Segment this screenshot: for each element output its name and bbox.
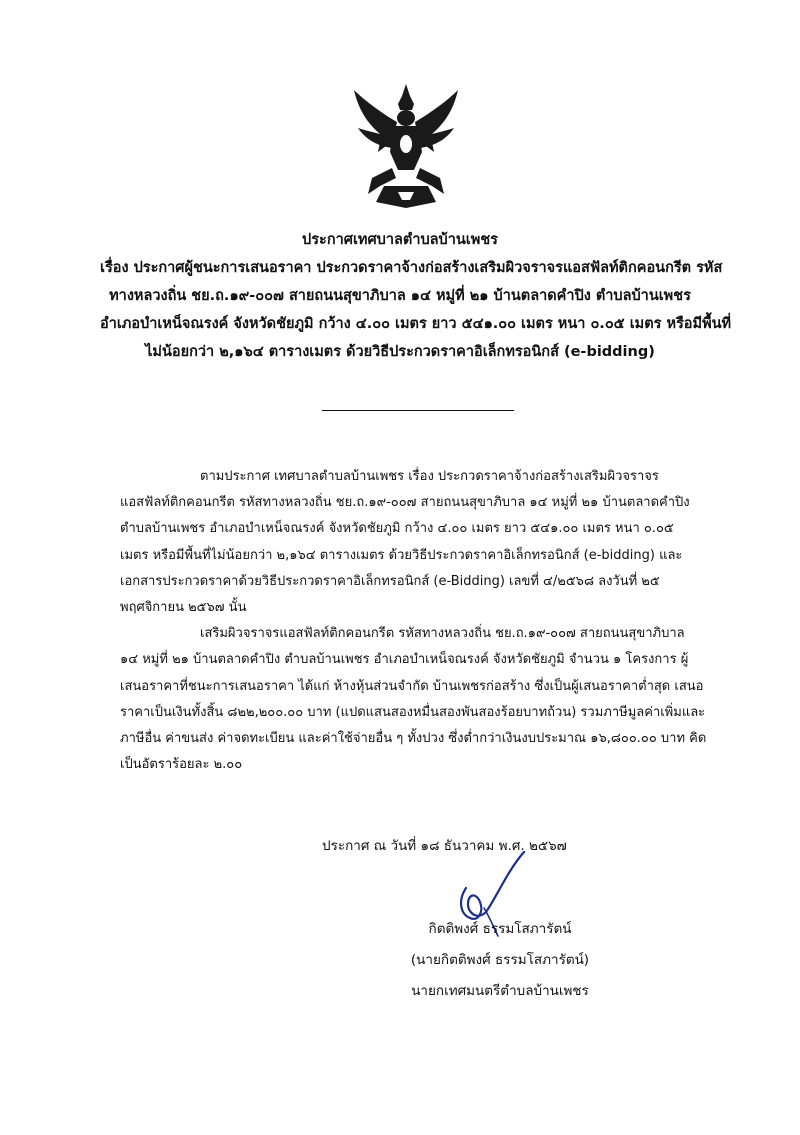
signatory-position: นายกเทศมนตรีตำบลบ้านเพชร xyxy=(411,983,589,999)
subject-line: อำเภอบำเหน็จณรงค์ จังหวัดชัยภูมิ กว้าง ๔.๐๐ เมตร ยาว ๕๔๑.๐๐ เมตร หนา ๐.๐๕ เมตร หรือมีพื้นที่ xyxy=(100,316,732,332)
body-line: ภาษีอื่น ค่าขนส่ง ค่าจดทะเบียน และค่าใช้จ่ายอื่น ๆ ทั้งปวง ซึ่งต่ำกว่าเงินงบประมาณ ๑๖,๘๐๐.๐๐ บาท คิด xyxy=(120,731,707,747)
signatory-full-name: (นายกิตติพงศ์ ธรรมโสภารัตน์) xyxy=(410,952,590,968)
signed-name: กิตติพงศ์ ธรรมโสภารัตน์ xyxy=(428,921,572,937)
body-line: พฤศจิกายน ๒๕๖๗ นั้น xyxy=(120,600,247,616)
body-line: เสริมผิวจราจรแอสฟัลท์ติกคอนกรีต รหัสทางหลวงถิ่น ชย.ถ.๑๙-๐๐๗ สายถนนสุขาภิบาล xyxy=(200,626,685,642)
body-line: เมตร หรือมีพื้นที่ไม่น้อยกว่า ๒,๑๖๔ ตารางเมตร ด้วยวิธีประกวดราคาอิเล็กทรอนิกส์ (e-bidding) และ xyxy=(120,547,683,563)
body-line: แอสฟัลท์ติกคอนกรีต รหัสทางหลวงถิ่น ชย.ถ.๑๙-๐๐๗ สายถนนสุขาภิบาล ๑๔ หมู่ที่ ๒๑ บ้านตลาดคำปิง xyxy=(120,495,690,511)
body-line: เสนอราคาที่ชนะการเสนอราคา ได้แก่ ห้างหุ้นส่วนจำกัด บ้านเพชรก่อสร้าง ซึ่งเป็นผู้เสนอราคาต่ำสุด เสนอ xyxy=(120,678,704,694)
issuer-title: ประกาศเทศบาลตำบลบ้านเพชร xyxy=(302,232,498,248)
garuda-emblem-icon xyxy=(350,82,462,210)
subject-line: ทางหลวงถิ่น ชย.ถ.๑๙-๐๐๗ สายถนนสุขาภิบาล ๑๔ หมู่ที่ ๒๑ บ้านตลาดคำปิง ตำบลบ้านเพชร xyxy=(109,288,691,304)
announcement-date: ประกาศ ณ วันที่ ๑๘ ธันวาคม พ.ศ. ๒๕๖๗ xyxy=(322,838,567,854)
body-line: ตามประกาศ เทศบาลตำบลบ้านเพชร เรื่อง ประกวดราคาจ้างก่อสร้างเสริมผิวจราจร xyxy=(200,469,659,484)
signature-block xyxy=(360,914,640,1007)
announcement-heading xyxy=(100,226,732,366)
paragraph-reference xyxy=(120,464,720,621)
heading-divider xyxy=(322,410,514,411)
announcement-body xyxy=(120,464,720,778)
body-line: เอกสารประกวดราคาด้วยวิธีประกวดราคาอิเล็กทรอนิกส์ (e-Bidding) เลขที่ ๔/๒๕๖๘ ลงวันที่ ๒๕ xyxy=(120,573,660,589)
body-line: ๑๔ หมู่ที่ ๒๑ บ้านตลาดคำปิง ตำบลบ้านเพชร อำเภอบำเหน็จณรงค์ จังหวัดชัยภูมิ จำนวน ๑ โครงการ ผู้ xyxy=(120,652,689,668)
body-line: เป็นอัตราร้อยละ ๒.๐๐ xyxy=(120,757,243,773)
body-line: ราคาเป็นเงินทั้งสิ้น ๘๒๒,๒๐๐.๐๐ บาท (แปดแสนสองหมื่นสองพันสองร้อยบาทถ้วน) รวมภาษีมูลค่าเพิ่มและ xyxy=(120,704,706,720)
subject-line: เรื่อง ประกาศผู้ชนะการเสนอราคา ประกวดราคาจ้างก่อสร้างเสริมผิวจราจรแอสฟัลท์ติกคอนกรีต รหัส xyxy=(100,260,723,276)
body-line: ตำบลบ้านเพชร อำเภอบำเหน็จณรงค์ จังหวัดชัยภูมิ กว้าง ๔.๐๐ เมตร ยาว ๕๔๑.๐๐ เมตร หนา ๐.๐๕ xyxy=(120,521,674,537)
paragraph-award xyxy=(120,621,720,778)
subject-line: ไม่น้อยกว่า ๒,๑๖๔ ตารางเมตร ด้วยวิธีประกวดราคาอิเล็กทรอนิกส์ (e-bidding) xyxy=(145,344,655,360)
